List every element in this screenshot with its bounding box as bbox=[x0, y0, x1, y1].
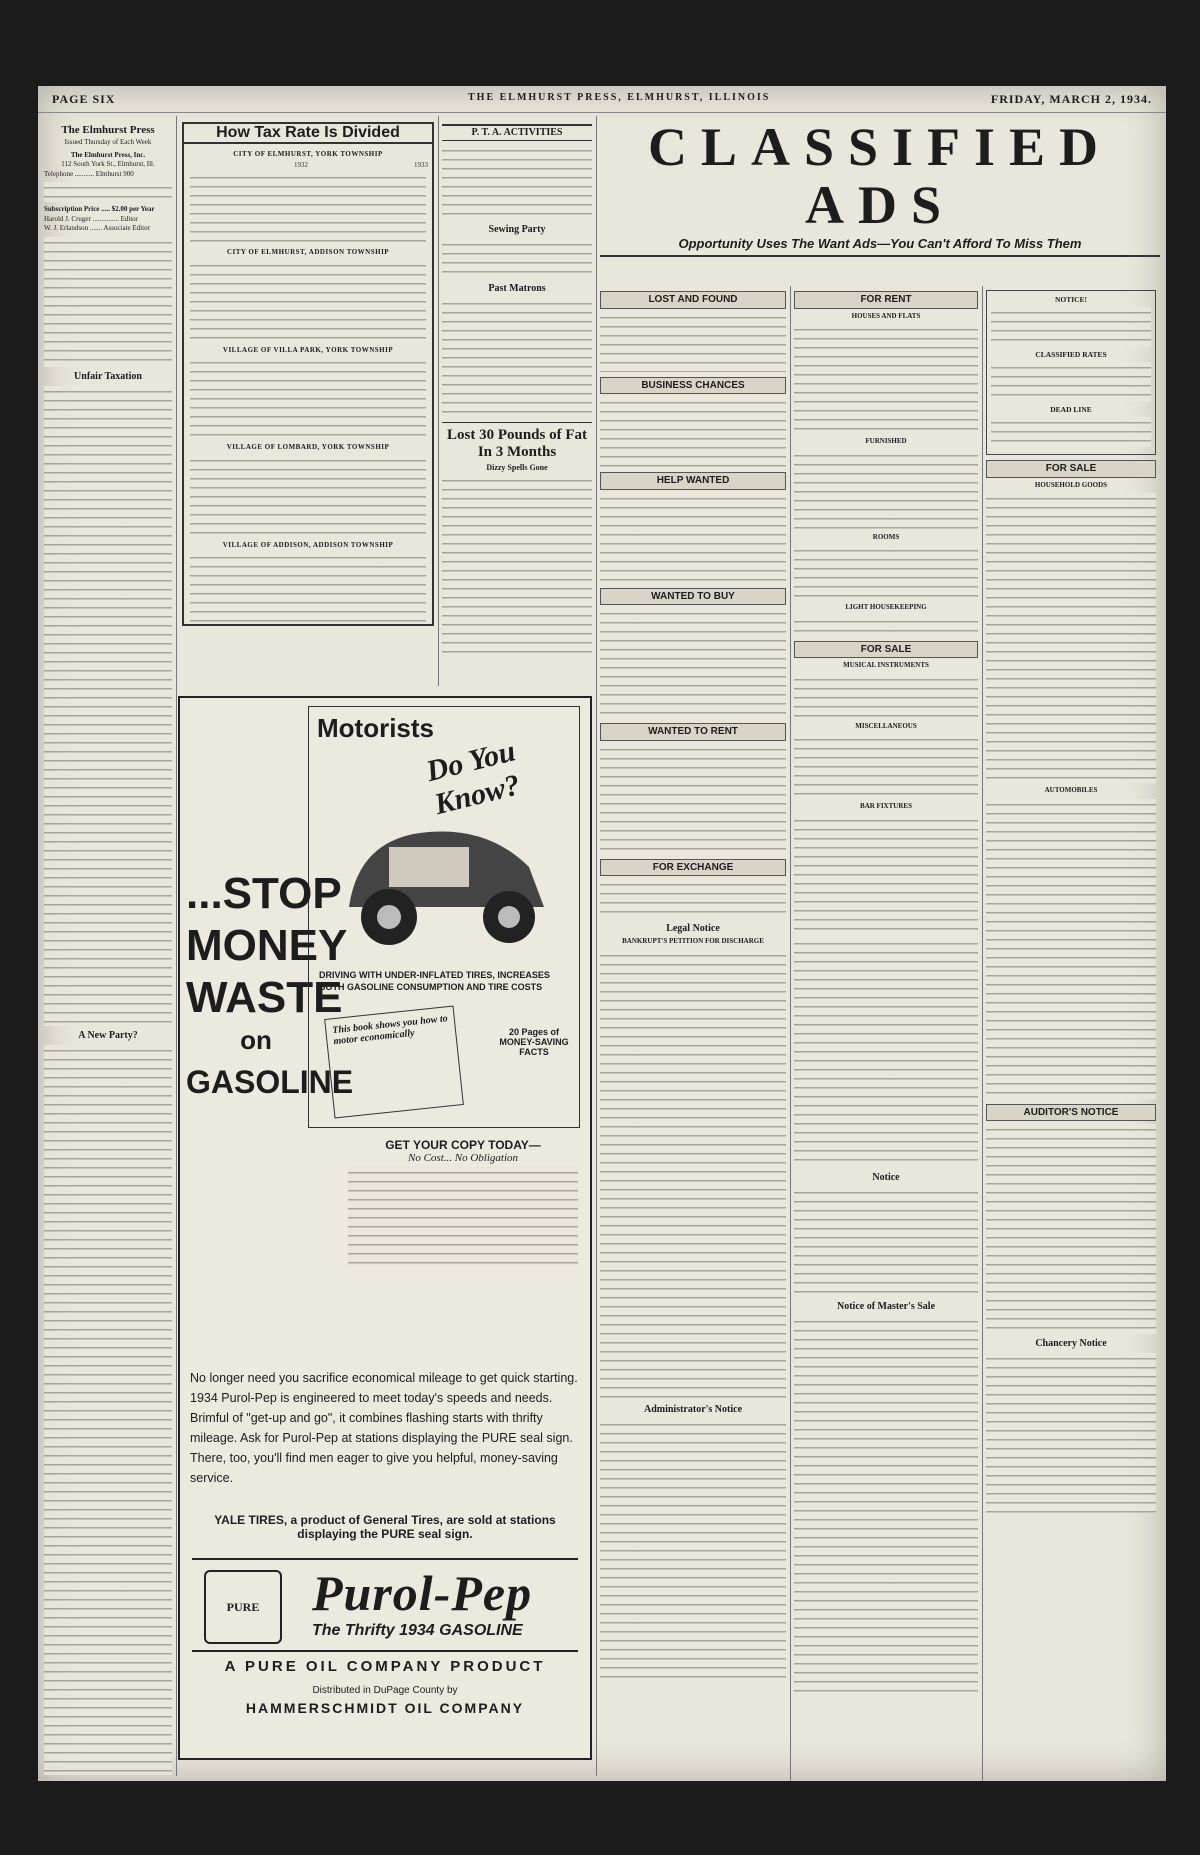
lost-fat-headline: Lost 30 Pounds of Fat In 3 Months bbox=[442, 422, 592, 461]
brand-name: Purol-Pep bbox=[312, 1565, 533, 1621]
notice-text bbox=[991, 307, 1151, 347]
furnished-subheading: FURNISHED bbox=[865, 437, 907, 445]
pta-heading: P. T. A. ACTIVITIES bbox=[442, 124, 592, 141]
purol-footer bbox=[192, 1658, 578, 1716]
wanted-to-buy-heading: WANTED TO BUY bbox=[600, 588, 786, 606]
tax-section-heading: VILLAGE OF VILLA PARK, YORK TOWNSHIP bbox=[222, 345, 394, 354]
pure-seal-badge: PURE bbox=[204, 1570, 282, 1644]
legal-notice-heading: Legal Notice bbox=[666, 923, 720, 934]
editorial-title-unfair-taxation: Unfair Taxation bbox=[74, 370, 142, 382]
auditors-text bbox=[986, 1124, 1156, 1334]
year-header: 1933 bbox=[414, 161, 428, 169]
lost-found-heading: LOST AND FOUND bbox=[600, 291, 786, 309]
telephone-line: Telephone ........... Elmhurst 900 bbox=[44, 169, 134, 178]
distributed-line: Distributed in DuPage County by bbox=[312, 1685, 458, 1696]
headline-money: MONEY bbox=[186, 921, 348, 970]
brand-tagline: The Thrifty 1934 GASOLINE bbox=[312, 1622, 523, 1639]
issue-line: Issued Thursday of Each Week bbox=[64, 138, 152, 146]
facts-caption: 20 Pages of MONEY-SAVING FACTS bbox=[499, 1027, 569, 1057]
classified-title: CLASSIFIED ADS bbox=[647, 117, 1113, 235]
paper-banner: THE ELMHURST PRESS, ELMHURST, ILLINOIS bbox=[468, 92, 771, 103]
editorial-title-new-party: A New Party? bbox=[78, 1029, 138, 1041]
editorial-column bbox=[44, 120, 172, 1775]
rates-text bbox=[991, 362, 1151, 402]
household-goods-subheading: HOUSEHOLD GOODS bbox=[1034, 480, 1108, 489]
light-housekeeping-subheading: LIGHT HOUSEKEEPING bbox=[845, 603, 927, 611]
miscellaneous-subheading: MISCELLANEOUS bbox=[855, 721, 917, 730]
sewing-party-heading: Sewing Party bbox=[488, 223, 546, 235]
tax-rate-table bbox=[182, 122, 434, 626]
chancery-text bbox=[986, 1353, 1156, 1513]
notice-box-heading: NOTICE! bbox=[1054, 295, 1088, 304]
rooms-subheading: ROOMS bbox=[872, 532, 900, 541]
assoc-editor-line: W. J. Erlandson ....... Associate Editor bbox=[44, 224, 150, 232]
classified-header bbox=[600, 118, 1160, 257]
book-illustration: This book shows you how to motor economically bbox=[324, 1005, 464, 1118]
for-exchange-heading: FOR EXCHANGE bbox=[600, 859, 786, 877]
masters-sale-heading: Notice of Master's Sale bbox=[836, 1300, 936, 1312]
automobile-ads bbox=[986, 799, 1156, 1099]
classified-column-3 bbox=[986, 286, 1156, 1776]
auditors-notice-heading: AUDITOR'S NOTICE bbox=[986, 1104, 1156, 1122]
copy-heading: GET YOUR COPY TODAY— bbox=[385, 1138, 541, 1152]
deadline-text bbox=[991, 417, 1151, 447]
purol-body-text: No longer need you sacrifice economical mileage to get quick starting. 1934 Purol-Pep is engineered to meet today's speeds and needs. Brimful of "get-up and go", it combines flashing starts with thrifty mileage. Ask for Purol-Pep at stations displaying the PURE seal sign. There, too, you'll find men eager to give you helpful, money-saving service. bbox=[190, 1371, 578, 1485]
yale-tires-note: YALE TIRES, a product of General Tires, are sold at stations displaying the PURE seal sign. bbox=[214, 1513, 556, 1541]
administrators-notice-heading: Administrator's Notice bbox=[643, 1403, 743, 1415]
musical-instruments-subheading: MUSICAL INSTRUMENTS bbox=[843, 661, 929, 669]
motorists-heading: Motorists bbox=[317, 713, 434, 743]
headline-gasoline: GASOLINE bbox=[186, 1064, 354, 1100]
tax-section-heading: CITY OF ELMHURST, ADDISON TOWNSHIP bbox=[226, 248, 390, 256]
for-rent-heading: FOR RENT bbox=[794, 291, 978, 309]
year-header: 1932 bbox=[294, 161, 308, 169]
automobiles-subheading: AUTOMOBILES bbox=[1044, 786, 1098, 794]
publisher-address: 112 South York St., Elmhurst, Ill. bbox=[61, 160, 155, 168]
copy-offer bbox=[348, 1138, 578, 1270]
dead-line-heading: DEAD LINE bbox=[1050, 405, 1092, 414]
houses-flats-subheading: HOUSES AND FLATS bbox=[851, 311, 921, 320]
classified-notice-box bbox=[986, 290, 1156, 455]
for-sale-heading: FOR SALE bbox=[794, 641, 978, 659]
copy-subheading: No Cost... No Obligation bbox=[407, 1152, 519, 1164]
business-chances-heading: BUSINESS CHANCES bbox=[600, 377, 786, 395]
masthead bbox=[38, 86, 1166, 113]
paper-name: The Elmhurst Press bbox=[61, 124, 155, 136]
chancery-notice-heading: Chancery Notice bbox=[1035, 1338, 1107, 1349]
newspaper-page bbox=[38, 86, 1166, 1781]
headline-waste: WASTE bbox=[186, 973, 343, 1022]
tax-section-heading: VILLAGE OF ADDISON, ADDISON TOWNSHIP bbox=[222, 540, 394, 549]
household-ads bbox=[986, 493, 1156, 783]
car-illustration bbox=[329, 797, 559, 957]
company-line: HAMMERSCHMIDT OIL COMPANY bbox=[245, 1700, 525, 1716]
tax-section-heading: VILLAGE OF LOMBARD, YORK TOWNSHIP bbox=[226, 443, 390, 451]
classified-column-2 bbox=[794, 286, 978, 1776]
notice-heading: Notice bbox=[872, 1171, 900, 1183]
purol-logo bbox=[192, 1558, 578, 1652]
help-wanted-heading: HELP WANTED bbox=[600, 472, 786, 490]
for-sale-heading-2: FOR SALE bbox=[986, 460, 1156, 478]
bankrupt-petition-heading: BANKRUPT'S PETITION FOR DISCHARGE bbox=[622, 937, 764, 945]
headline-on: on bbox=[240, 1025, 272, 1055]
do-you-know-heading: Do You Know? bbox=[423, 734, 524, 822]
driving-caption: DRIVING WITH UNDER-INFLATED TIRES, INCREASES BOTH GASOLINE CONSUMPTION AND TIRE COSTS bbox=[319, 970, 550, 992]
wanted-to-rent-heading: WANTED TO RENT bbox=[600, 723, 786, 741]
editor-line: Harold J. Cruger ............... Editor bbox=[44, 214, 139, 223]
tax-rate-title: How Tax Rate Is Divided bbox=[184, 124, 432, 144]
tax-section-heading: CITY OF ELMHURST, YORK TOWNSHIP bbox=[233, 149, 383, 158]
classified-column-1 bbox=[600, 286, 786, 1776]
tax-rate-column bbox=[182, 120, 434, 690]
stop-money-waste-headline bbox=[186, 868, 354, 1108]
past-matrons-heading: Past Matrons bbox=[488, 282, 546, 294]
purol-pep-advertisement bbox=[178, 696, 592, 1760]
headline-stop: ...STOP bbox=[186, 869, 342, 918]
classified-subtitle: Opportunity Uses The Want Ads—You Can't Afford To Miss Them bbox=[678, 236, 1082, 251]
classified-rates-heading: CLASSIFIED RATES bbox=[1035, 350, 1107, 359]
subscription-line: Subscription Price ..... $2.00 per Year bbox=[44, 205, 155, 213]
publisher: The Elmhurst Press, Inc. bbox=[70, 150, 146, 159]
pta-column bbox=[442, 120, 592, 690]
dizzy-subhead: Dizzy Spells Gone bbox=[486, 462, 548, 472]
date-line: FRIDAY, MARCH 2, 1934. bbox=[990, 92, 1152, 106]
product-line: A PURE OIL COMPANY PRODUCT bbox=[224, 1658, 546, 1675]
page-number: PAGE SIX bbox=[52, 92, 116, 106]
bar-fixtures-subheading: BAR FIXTURES bbox=[860, 802, 912, 810]
